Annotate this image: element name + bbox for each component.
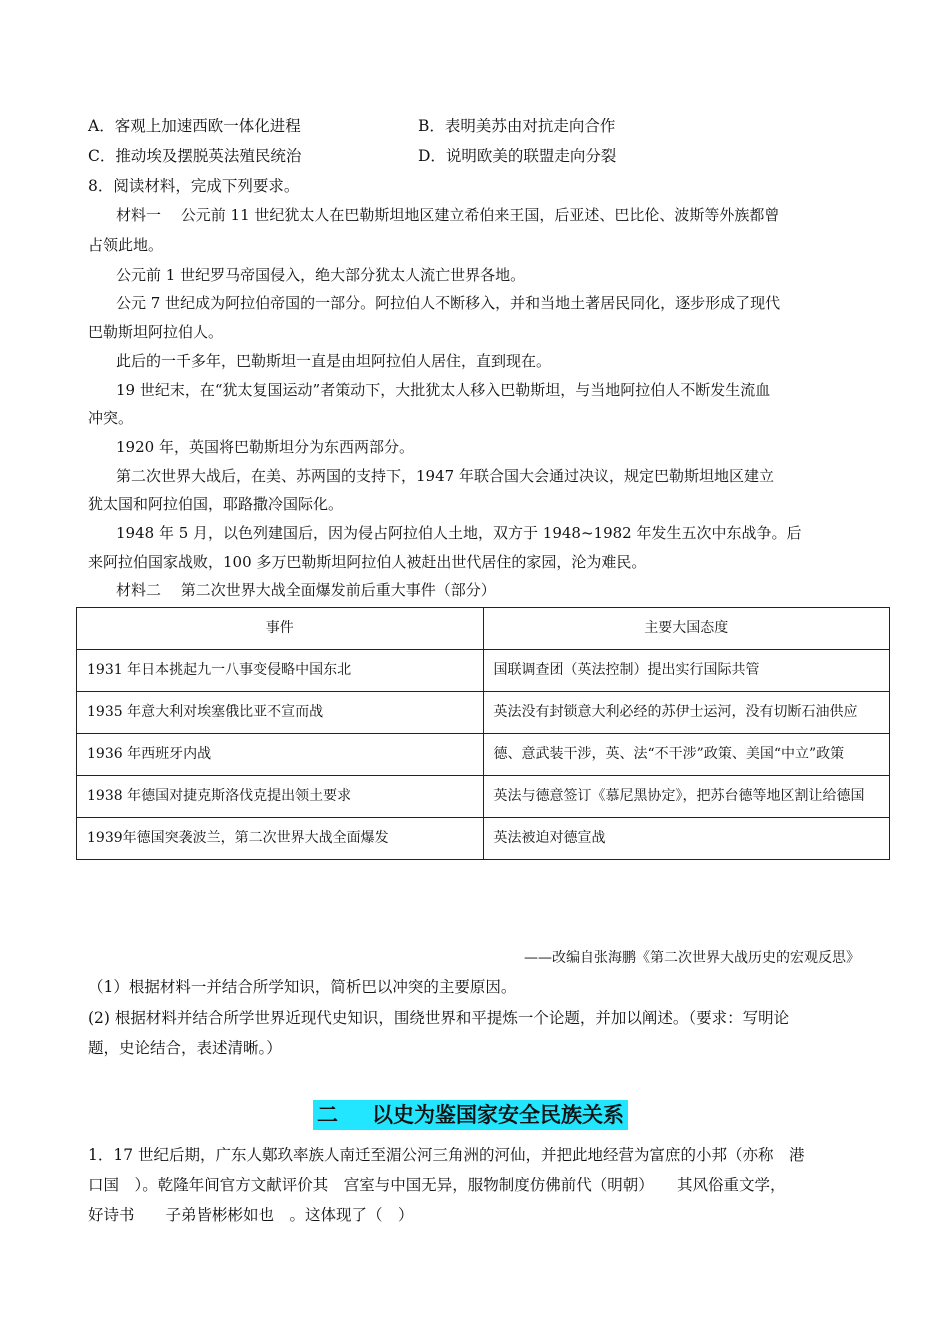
- question-1-line: 1．17 世纪后期，广东人鄚玖率族人南迁至湄公河三角洲的河仙，并把此地经营为富庶的小邦（亦称 港: [88, 1146, 805, 1164]
- table-row: [77, 776, 890, 818]
- material-line: 材料一 公元前 11 世纪犹太人在巴勒斯坦地区建立希伯来王国，后亚述、巴比伦、波斯等外族都曾: [116, 206, 780, 224]
- question-1-line: 好诗书 子弟皆彬彬如也 。这体现了（ ）: [88, 1206, 414, 1224]
- source-citation: ——改编自张海鹏《第二次世界大战历史的宏观反思》: [524, 950, 860, 966]
- sub-question-1: （1）根据材料一并结合所学知识，简析巴以冲突的主要原因。: [88, 978, 517, 996]
- material-line: 冲突。: [88, 409, 134, 427]
- material-line: 公元 7 世纪成为阿拉伯帝国的一部分。阿拉伯人不断移入，并和当地土著居民同化，逐步形成了现代: [116, 294, 781, 312]
- events-table: [76, 607, 890, 860]
- material-line: 犹太国和阿拉伯国，耶路撒冷国际化。: [88, 495, 344, 513]
- material-line: 巴勒斯坦阿拉伯人。: [88, 323, 224, 341]
- material-line: 来阿拉伯国家战败，100 多万巴勒斯坦阿拉伯人被赶出世代居住的家园，沦为难民。: [88, 553, 647, 571]
- table-header-cell: 主要大国态度: [483, 608, 890, 650]
- option-a: A．客观上加速西欧一体化进程: [88, 117, 301, 135]
- material-line: 占领此地。: [88, 236, 164, 254]
- table-row: [77, 692, 890, 734]
- table-cell: 1938 年德国对捷克斯洛伐克提出领土要求: [77, 776, 484, 818]
- table-row: [77, 734, 890, 776]
- option-b: B．表明美苏由对抗走向合作: [418, 117, 616, 135]
- table-header-row: [77, 608, 890, 650]
- option-c: C．推动埃及摆脱英法殖民统治: [88, 147, 302, 165]
- table-cell: 1935 年意大利对埃塞俄比亚不宣而战: [77, 692, 484, 734]
- section-heading: [313, 1100, 628, 1130]
- material-line: 1948 年 5 月，以色列建国后，因为侵占阿拉伯人土地，双方于 1948~1982 年发生五次中东战争。后: [116, 524, 802, 542]
- sub-question-2: (2) 根据材料并结合所学世界近现代史知识，围绕世界和平提炼一个论题，并加以阐述。（要求：写明论: [88, 1009, 790, 1027]
- option-d: D．说明欧美的联盟走向分裂: [418, 147, 617, 165]
- material-line: 第二次世界大战后，在美、苏两国的支持下，1947 年联合国大会通过决议，规定巴勒斯坦地区建立: [116, 467, 774, 485]
- table-row: [77, 818, 890, 860]
- question-1-line: 口国 ）。乾隆年间官方文献评价其 宫室与中国无异，服物制度仿佛前代（明朝） 其风俗重文学，: [88, 1176, 786, 1194]
- table-header-cell: 事件: [77, 608, 484, 650]
- table-cell: 英法被迫对德宣战: [483, 818, 890, 860]
- material-two-title: 材料二 第二次世界大战全面爆发前后重大事件（部分）: [116, 581, 496, 599]
- material-line: 此后的一千多年，巴勒斯坦一直是由坦阿拉伯人居住，直到现在。: [116, 352, 552, 370]
- question-8-stem: 8．阅读材料，完成下列要求。: [88, 177, 300, 195]
- table-cell: 英法与德意签订《慕尼黑协定》，把苏台德等地区割让给德国: [483, 776, 890, 818]
- table-row: [77, 650, 890, 692]
- table-cell: 德、意武装干涉，英、法“不干涉”政策、美国“中立”政策: [483, 734, 890, 776]
- material-line: 19 世纪末，在“犹太复国运动”者策动下，大批犹太人移入巴勒斯坦，与当地阿拉伯人不断发生流血: [116, 381, 771, 399]
- table-cell: 1931 年日本挑起九一八事变侵略中国东北: [77, 650, 484, 692]
- table-cell: 1936 年西班牙内战: [77, 734, 484, 776]
- table-cell: 1939年德国突袭波兰，第二次世界大战全面爆发: [77, 818, 484, 860]
- section-title: 以史为鉴国家安全民族关系: [372, 1103, 624, 1127]
- material-line: 公元前 1 世纪罗马帝国侵入，绝大部分犹太人流亡世界各地。: [116, 266, 526, 284]
- material-line: 1920 年，英国将巴勒斯坦分为东西两部分。: [116, 438, 414, 456]
- sub-question-2-cont: 题，史论结合，表述清晰。）: [88, 1039, 282, 1057]
- table-cell: 国联调查团（英法控制）提出实行国际共管: [483, 650, 890, 692]
- table-cell: 英法没有封锁意大利必经的苏伊士运河，没有切断石油供应: [483, 692, 890, 734]
- section-number: 二: [317, 1103, 338, 1127]
